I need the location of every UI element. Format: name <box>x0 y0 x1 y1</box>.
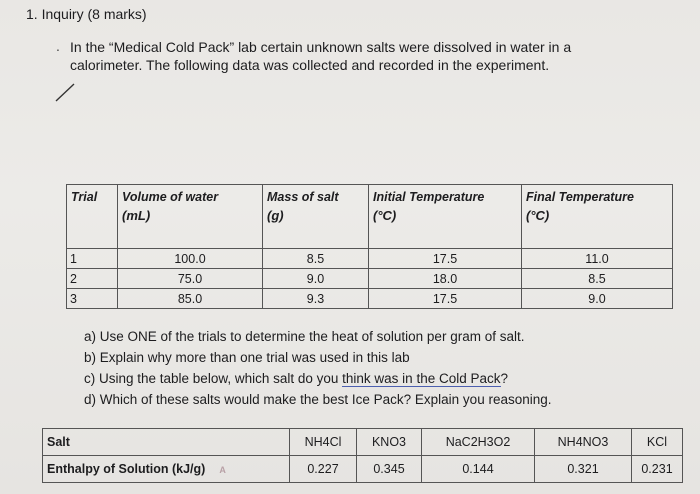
pencil-mark <box>54 82 76 102</box>
salt-cell: NH4Cl <box>290 429 357 456</box>
data-table <box>66 184 673 309</box>
header-volume-unit: (mL) <box>122 208 151 223</box>
enthalpy-cell: 0.321 <box>535 456 632 483</box>
header-initial-unit: (°C) <box>373 208 397 223</box>
header-volume: Volume of water (mL) <box>118 185 263 249</box>
salt-cell: KCl <box>632 429 683 456</box>
header-initial-temperature: Initial Temperature (°C) <box>369 185 522 249</box>
final-cell: 9.0 <box>522 289 673 309</box>
trial-cell: 2 <box>67 269 118 289</box>
table-row <box>67 289 673 309</box>
enthalpy-table <box>42 428 683 483</box>
question-c: c) Using the table below, which salt do you think was in the Cold Pack? <box>84 371 509 386</box>
intro-bullet: . <box>56 38 60 54</box>
enthalpy-cell: 0.144 <box>422 456 535 483</box>
header-final-unit: (°C) <box>526 208 550 223</box>
trial-cell: 3 <box>67 289 118 309</box>
initial-cell: 18.0 <box>369 269 522 289</box>
salt-label: Salt <box>43 429 290 456</box>
volume-cell: 75.0 <box>118 269 263 289</box>
question-b: b) Explain why more than one trial was used in this lab <box>84 350 410 365</box>
question-d: d) Which of these salts would make the best Ice Pack? Explain you reasoning. <box>84 392 552 407</box>
mass-cell: 8.5 <box>263 249 369 269</box>
final-cell: 11.0 <box>522 249 673 269</box>
question-title: 1. Inquiry (8 marks) <box>26 6 147 22</box>
salt-cell: KNO3 <box>357 429 422 456</box>
mass-cell: 9.0 <box>263 269 369 289</box>
volume-cell: 100.0 <box>118 249 263 269</box>
enthalpy-cell: 0.231 <box>632 456 683 483</box>
question-list <box>84 326 552 410</box>
mass-cell: 9.3 <box>263 289 369 309</box>
trial-cell: 1 <box>67 249 118 269</box>
header-mass-unit: (g) <box>267 208 284 223</box>
enthalpy-label: Enthalpy of Solution (kJ/g) A <box>43 456 290 483</box>
volume-cell: 85.0 <box>118 289 263 309</box>
initial-cell: 17.5 <box>369 249 522 269</box>
ghost-mark: A <box>219 465 226 475</box>
question-intro: In the “Medical Cold Pack” lab certain unknown salts were dissolved in water in a calorimeter. The following data was collected and recorded in the experiment. <box>70 39 572 73</box>
initial-cell: 17.5 <box>369 289 522 309</box>
enthalpy-cell: 0.227 <box>290 456 357 483</box>
header-trial: Trial <box>67 185 118 249</box>
question-a: a) Use ONE of the trials to determine the heat of solution per gram of salt. <box>84 329 525 344</box>
data-table-header <box>67 185 673 249</box>
final-cell: 8.5 <box>522 269 673 289</box>
salt-cell: NaC2H3O2 <box>422 429 535 456</box>
question-c-underline: think was in the Cold Pack <box>342 371 501 386</box>
salt-cell: NH4NO3 <box>535 429 632 456</box>
salt-row <box>43 429 683 456</box>
enthalpy-cell: 0.345 <box>357 456 422 483</box>
header-final-temperature: Final Temperature (°C) <box>522 185 673 249</box>
header-mass: Mass of salt (g) <box>263 185 369 249</box>
table-row <box>67 249 673 269</box>
enthalpy-row <box>43 456 683 483</box>
table-row <box>67 269 673 289</box>
